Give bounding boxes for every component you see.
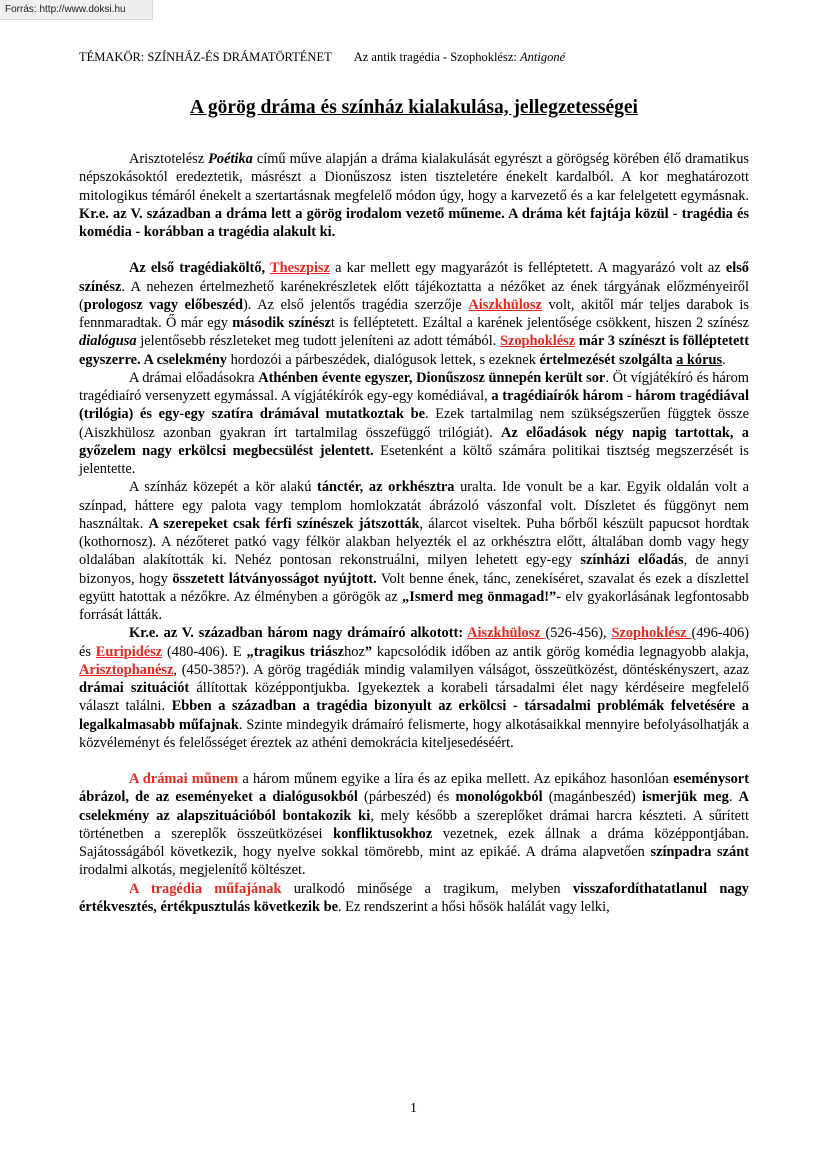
text-run: (párbeszéd) és: [357, 789, 456, 806]
text-run: volt, akitől már teljes darabok is fennmaradtak. Ő már egy: [79, 296, 749, 331]
text-run: Az első tragédiaköltő,: [129, 260, 270, 277]
text-run: . Öt vígjátékíró és három tragédiaíró versenyzett egymással. A vígjátékírók egy-egy komédiával,: [79, 369, 749, 404]
text-run: uralkodó minősége a tragikum, melyben: [281, 880, 573, 897]
link-szophoklesz[interactable]: Szophoklész: [499, 333, 576, 350]
text-run: tánctér, az orkhésztra: [317, 479, 455, 496]
text-run: . Ezek tartalmilag nem szükségszerűen függtek össze (Aiszkhülosz azonban gyakran írt tartalmilag összefüggő trilógiát).: [79, 406, 749, 441]
text-run: Ebben a században a tragédia bizonyult az erkölcsi - társadalmi problémák felvetésére a legalkalmasabb műfajnak: [79, 698, 749, 733]
text-run: Az előadások négy napig tartottak, a győzelem nagy erkölcsi megbecsülést jelentett.: [79, 424, 749, 459]
text-run: . Ez rendszerint a hősi hősök halálát vagy lelki,: [337, 898, 610, 915]
text-run: Arisztotelész: [129, 151, 209, 167]
page-number: 1: [410, 1101, 417, 1116]
text-run: t is felléptetett. Ezáltal a karének jelentősége csökkent, hiszen 2 színész: [330, 315, 749, 331]
text-run: , de annyi bizonyos, hogy: [79, 552, 749, 587]
text-run: Kr.e. az V. században három nagy drámaíró alkotott:: [129, 625, 468, 642]
header-topic: TÉMAKÖR: SZÍNHÁZ-ÉS DRÁMATÖRTÉNET: [79, 50, 332, 64]
text-run: uralta. Ide vonult be a kar. Egyik oldalán volt a színpad, háttere egy palota vagy templom homlokzatát ábrázoló vászonfal volt. Díszletet és függönyt nem használtak.: [79, 479, 749, 532]
page-title: A görög dráma és színház kialakulása, jellegzetességei: [190, 97, 638, 118]
text-run: A drámai műnem: [129, 771, 239, 787]
text-run: a három műnem egyike a líra és az epika mellett. Az epikához hasonlóan: [238, 771, 674, 787]
text-run: drámai szituációt: [79, 680, 190, 696]
text-run: Poétika: [208, 151, 253, 167]
text-run: irodalmi alkotás, megjelenítő költészet.: [79, 862, 306, 879]
text-run: összetett látványosságot nyújtott.: [172, 570, 377, 587]
text-run: a kar mellett egy magyarázót is felléptetett. A magyarázó volt az: [329, 260, 726, 277]
text-run: ”: [364, 643, 373, 660]
text-run: prologosz vagy előbeszéd: [83, 296, 244, 313]
text-run: hordozói a párbeszédek, dialógusok lettek, s ezeknek: [227, 351, 540, 368]
text-run: első színész: [79, 260, 749, 295]
text-run: második színész: [232, 315, 331, 331]
link-euripidesz[interactable]: Euripidész: [95, 643, 163, 660]
header-subject: Az antik tragédia - Szophoklész:: [353, 50, 517, 64]
text-run: ). Az első jelentős tragédia szerzője: [243, 296, 469, 313]
paragraph-7: [79, 880, 749, 917]
text-run: monológokból: [455, 789, 543, 806]
text-run: jelentősebb részleteket meg tudott jeleníteni az adott témából.: [136, 333, 500, 350]
text-run: . Szinte mindegyik drámaíró felismerte, hogy alkotásaikkal mennyire befolyásolhatják a közvéleményt és felelősséget éreztek az athéni demokrácia kiteljesedéséért.: [79, 716, 749, 751]
text-run: A tragédia műfajának: [129, 880, 282, 897]
text-run: (magánbeszéd): [542, 789, 642, 806]
paragraph-1: [79, 150, 749, 241]
text-run: A drámai előadásokra: [129, 369, 259, 386]
text-run: dialógusa: [79, 333, 137, 350]
paragraph-3: [79, 369, 749, 479]
text-run: .: [728, 789, 739, 806]
text-run: (526-456),: [545, 625, 612, 642]
text-run: A színház közepét a kör alakú: [129, 479, 318, 496]
text-run: című műve alapján a dráma kialakulását egyrészt a görögség körében élő dramatikus népszokásoktól eredeztetik, másrészt a Dionűszosz isten tiszteletére énekelt kardalból. A kor meghatározott mitologikus témáról énekelt a szertartásnak megfelelő módon úgy, hogy a karvezető és a kar felelgetett egymásnak.: [79, 151, 749, 204]
text-run: konfliktusokhoz: [333, 825, 433, 842]
text-run: vezetnek, ezek állnak a dráma középpontjában. Sajátosságából következik, hogy nyelve sokkal tömörebb, mint az epikáé. A dráma alapvetően: [79, 825, 749, 860]
text-run: „tragikus triász: [246, 643, 345, 660]
text-run: Esetenként a költő számára politikai tisztség megszerzését is jelentette.: [79, 442, 749, 477]
text-run: A cselekmény az alapszituációból bontakozik ki: [79, 789, 749, 824]
link-szophoklesz-2[interactable]: Szophoklész: [611, 625, 692, 642]
text-run: ismerjük meg: [641, 789, 729, 806]
text-run: visszafordíthatatlanul nagy értékvesztés, értékpusztulás következik be: [79, 880, 750, 915]
text-run: , mely később a szereplőket drámai harcra készteti. A sűrített történetben a szereplők összeütközései: [79, 807, 749, 842]
text-run: (480-406). E: [162, 643, 247, 660]
text-run: . A nehezen értelmezhető karénekrészletek előtt tájékoztatta a nézőket az ének tárgyának előzményeiről (: [79, 278, 749, 313]
text-run: már 3 színészt is fölléptetett egyszerre. A cselekmény: [79, 333, 750, 368]
paragraph-6: [79, 770, 749, 880]
paragraph-4: [79, 478, 749, 624]
source-label: Forrás: http://www.doksi.hu: [0, 0, 153, 20]
text-run: , (450-385?). A görög tragédiák mindig valamilyen válságot, összeütközést, döntéskényszert, azaz: [173, 661, 749, 678]
text-run: kapcsolódik időben az antik görög komédia legnagyobb alakja,: [372, 643, 749, 660]
text-run: , álarcot viseltek. Puha bőrből készült papucsot hordtak (kothornosz). A nézőteret patkó vagy félkör alakban helyezték el az orkhésztra előtt, általában domb vagy hegy oldalában alakították ki. Nehéz pontosan rekonstruálni, milyen lehetett egy-egy: [79, 515, 750, 569]
text-run: Volt benne ének, tánc, zenekíséret, szavalat és ezek a díszlettel együtt hatottak a nézőkre. Az élményben a görögök az: [79, 570, 749, 605]
paragraph-2: [79, 259, 749, 369]
text-run: színpadra szánt: [650, 844, 749, 860]
text-run: .: [722, 351, 726, 368]
link-theszpisz[interactable]: Theszpisz: [270, 260, 330, 277]
body-text: [79, 150, 749, 916]
header-work-title: Antigoné: [520, 50, 566, 64]
paragraph-5: [79, 624, 749, 752]
text-run: a tragédiaírók három - három tragédiával (trilógia) és egy-egy szatíra drámával mutatkoztak be: [79, 388, 749, 423]
text-run: a kórus: [676, 351, 723, 368]
running-header: [79, 50, 565, 65]
text-run: értelmezését szolgálta: [539, 351, 677, 368]
text-run: Kr.e. az V. században a dráma lett a görög irodalom vezető műneme. A dráma két fajtája közül - tragédia és komédia - korábban a tragédia alakult ki.: [79, 205, 749, 240]
text-run: A szerepeket csak férfi színészek játszották: [148, 515, 420, 532]
text-run: állítottak középpontjukba. Igyekeztek a korabeli társadalmi élet nagy kérdéseire megfelelő választ találni.: [79, 680, 750, 715]
text-run: eseménysort ábrázol, de az eseményeket a dialógusokból: [79, 771, 749, 806]
link-aiszkhulosz-2[interactable]: Aiszkhülosz: [467, 625, 546, 642]
text-run: színházi előadás: [580, 552, 684, 569]
link-aiszkhulosz[interactable]: Aiszkhülosz: [468, 296, 542, 313]
link-arisztophanesz[interactable]: Arisztophanész: [79, 661, 174, 678]
text-run: hoz: [344, 643, 365, 660]
text-run: elv gyakorlásának legfontosabb forrását látták.: [79, 588, 750, 623]
text-run: (496-406) és: [79, 625, 749, 660]
text-run: Athénben évente egyszer, Dionűszosz ünnepén került sor: [258, 369, 606, 386]
text-run: „Ismerd meg önmagad!”-: [402, 588, 561, 605]
